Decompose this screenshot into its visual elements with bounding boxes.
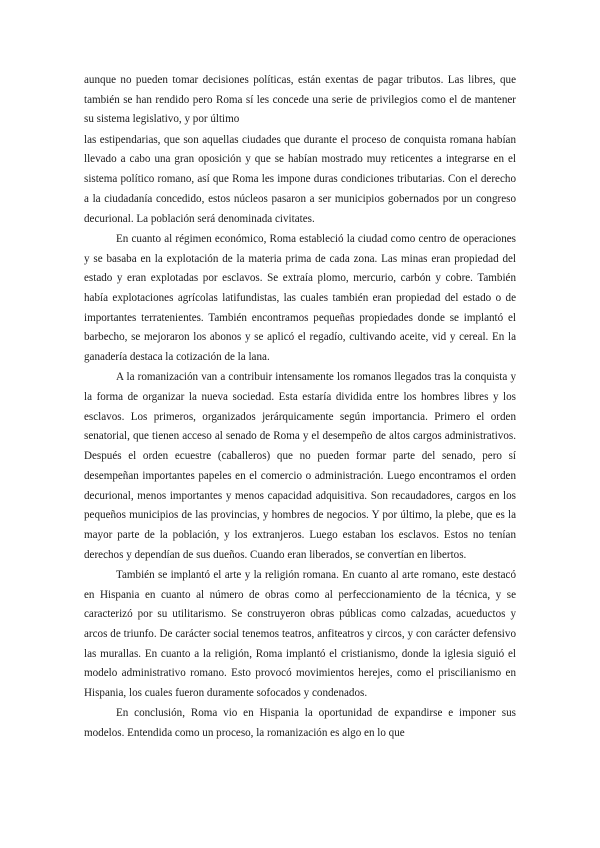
paragraph-2: las estipendarias, que son aquellas ciudades que durante el proceso de conquista romana habían llevado a cabo una gran oposición y que se habían mostrado muy reticentes a integrarse en el sistema político romano, así que Roma les impone duras condiciones tributarias. Con el derecho a la ciudadanía concedido, estos núcleos pasaron a ser municipios gobernados por un congreso decurional. La población será denominada civitates. <box>84 133 516 225</box>
paragraph-5: También se implantó el arte y la religión romana. En cuanto al arte romano, este destacó en Hispania en cuanto al número de obras como al perfeccionamiento de la técnica, y se caracterizó por su utilitarismo. Se construyeron obras públicas como calzadas, acueductos y arcos de triunfo. De carácter social tenemos teatros, anfiteatros y circos, y con carácter defensivo las murallas. En cuanto a la religión, Roma implantó el cristianismo, donde la iglesia siguió el modelo administrativo romano. Esto provocó movimientos herejes, como el priscilianismo en Hispania, los cuales fueron duramente sofocados y condenados. <box>84 568 516 700</box>
paragraph-6: En conclusión, Roma vio en Hispania la oportunidad de expandirse e imponer sus modelos. Entendida como un proceso, la romanización es algo en lo que <box>84 707 516 740</box>
paragraph-4: A la romanización van a contribuir intensamente los romanos llegados tras la conquista y la forma de organizar la nueva sociedad. Esta estaría dividida entre los hombres libres y los esclavos. Los primeros, organizados jerárquicamente según importancia. Primero el orden senatorial, que tienen acceso al senado de Roma y el desempeño de altos cargos administrativos. Después el orden ecuestre (caballeros) que no pueden formar parte del senado, pero sí desempeñan importantes papeles en el comercio o administración. Luego encontramos el orden decurional, menos importantes y menos capacidad adquisitiva. Son recaudadores, cargos en los pequeños municipios de las provincias, y hombres de negocios. Y por último, la plebe, que es la mayor parte de la población, y los extranjeros. Luego estaban los esclavos. Estos no tenían derechos y dependían de sus dueños. Cuando eran liberados, se convertían en libertos. <box>84 371 516 561</box>
document-body <box>84 71 516 744</box>
paragraph-3: En cuanto al régimen económico, Roma estableció la ciudad como centro de operaciones y se basaba en la explotación de la materia prima de cada zona. Las minas eran propiedad del estado y eran explotadas por esclavos. Se extraía plomo, mercurio, carbón y cobre. También había explotaciones agrícolas latifundistas, las cuales también eran propiedad del estado o de importantes terratenientes. También encontramos pequeñas propiedades donde se implantó el barbecho, se mejoraron los abonos y se aplicó el regadío, cultivando aceite, vid y cereal. En la ganadería destaca la cotización de la lana. <box>84 232 516 364</box>
paragraph-1: aunque no pueden tomar decisiones políticas, están exentas de pagar tributos. Las libres, que también se han rendido pero Roma sí les concede una serie de privilegios como el de mantener su sistema legislativo, y por último <box>84 74 516 126</box>
